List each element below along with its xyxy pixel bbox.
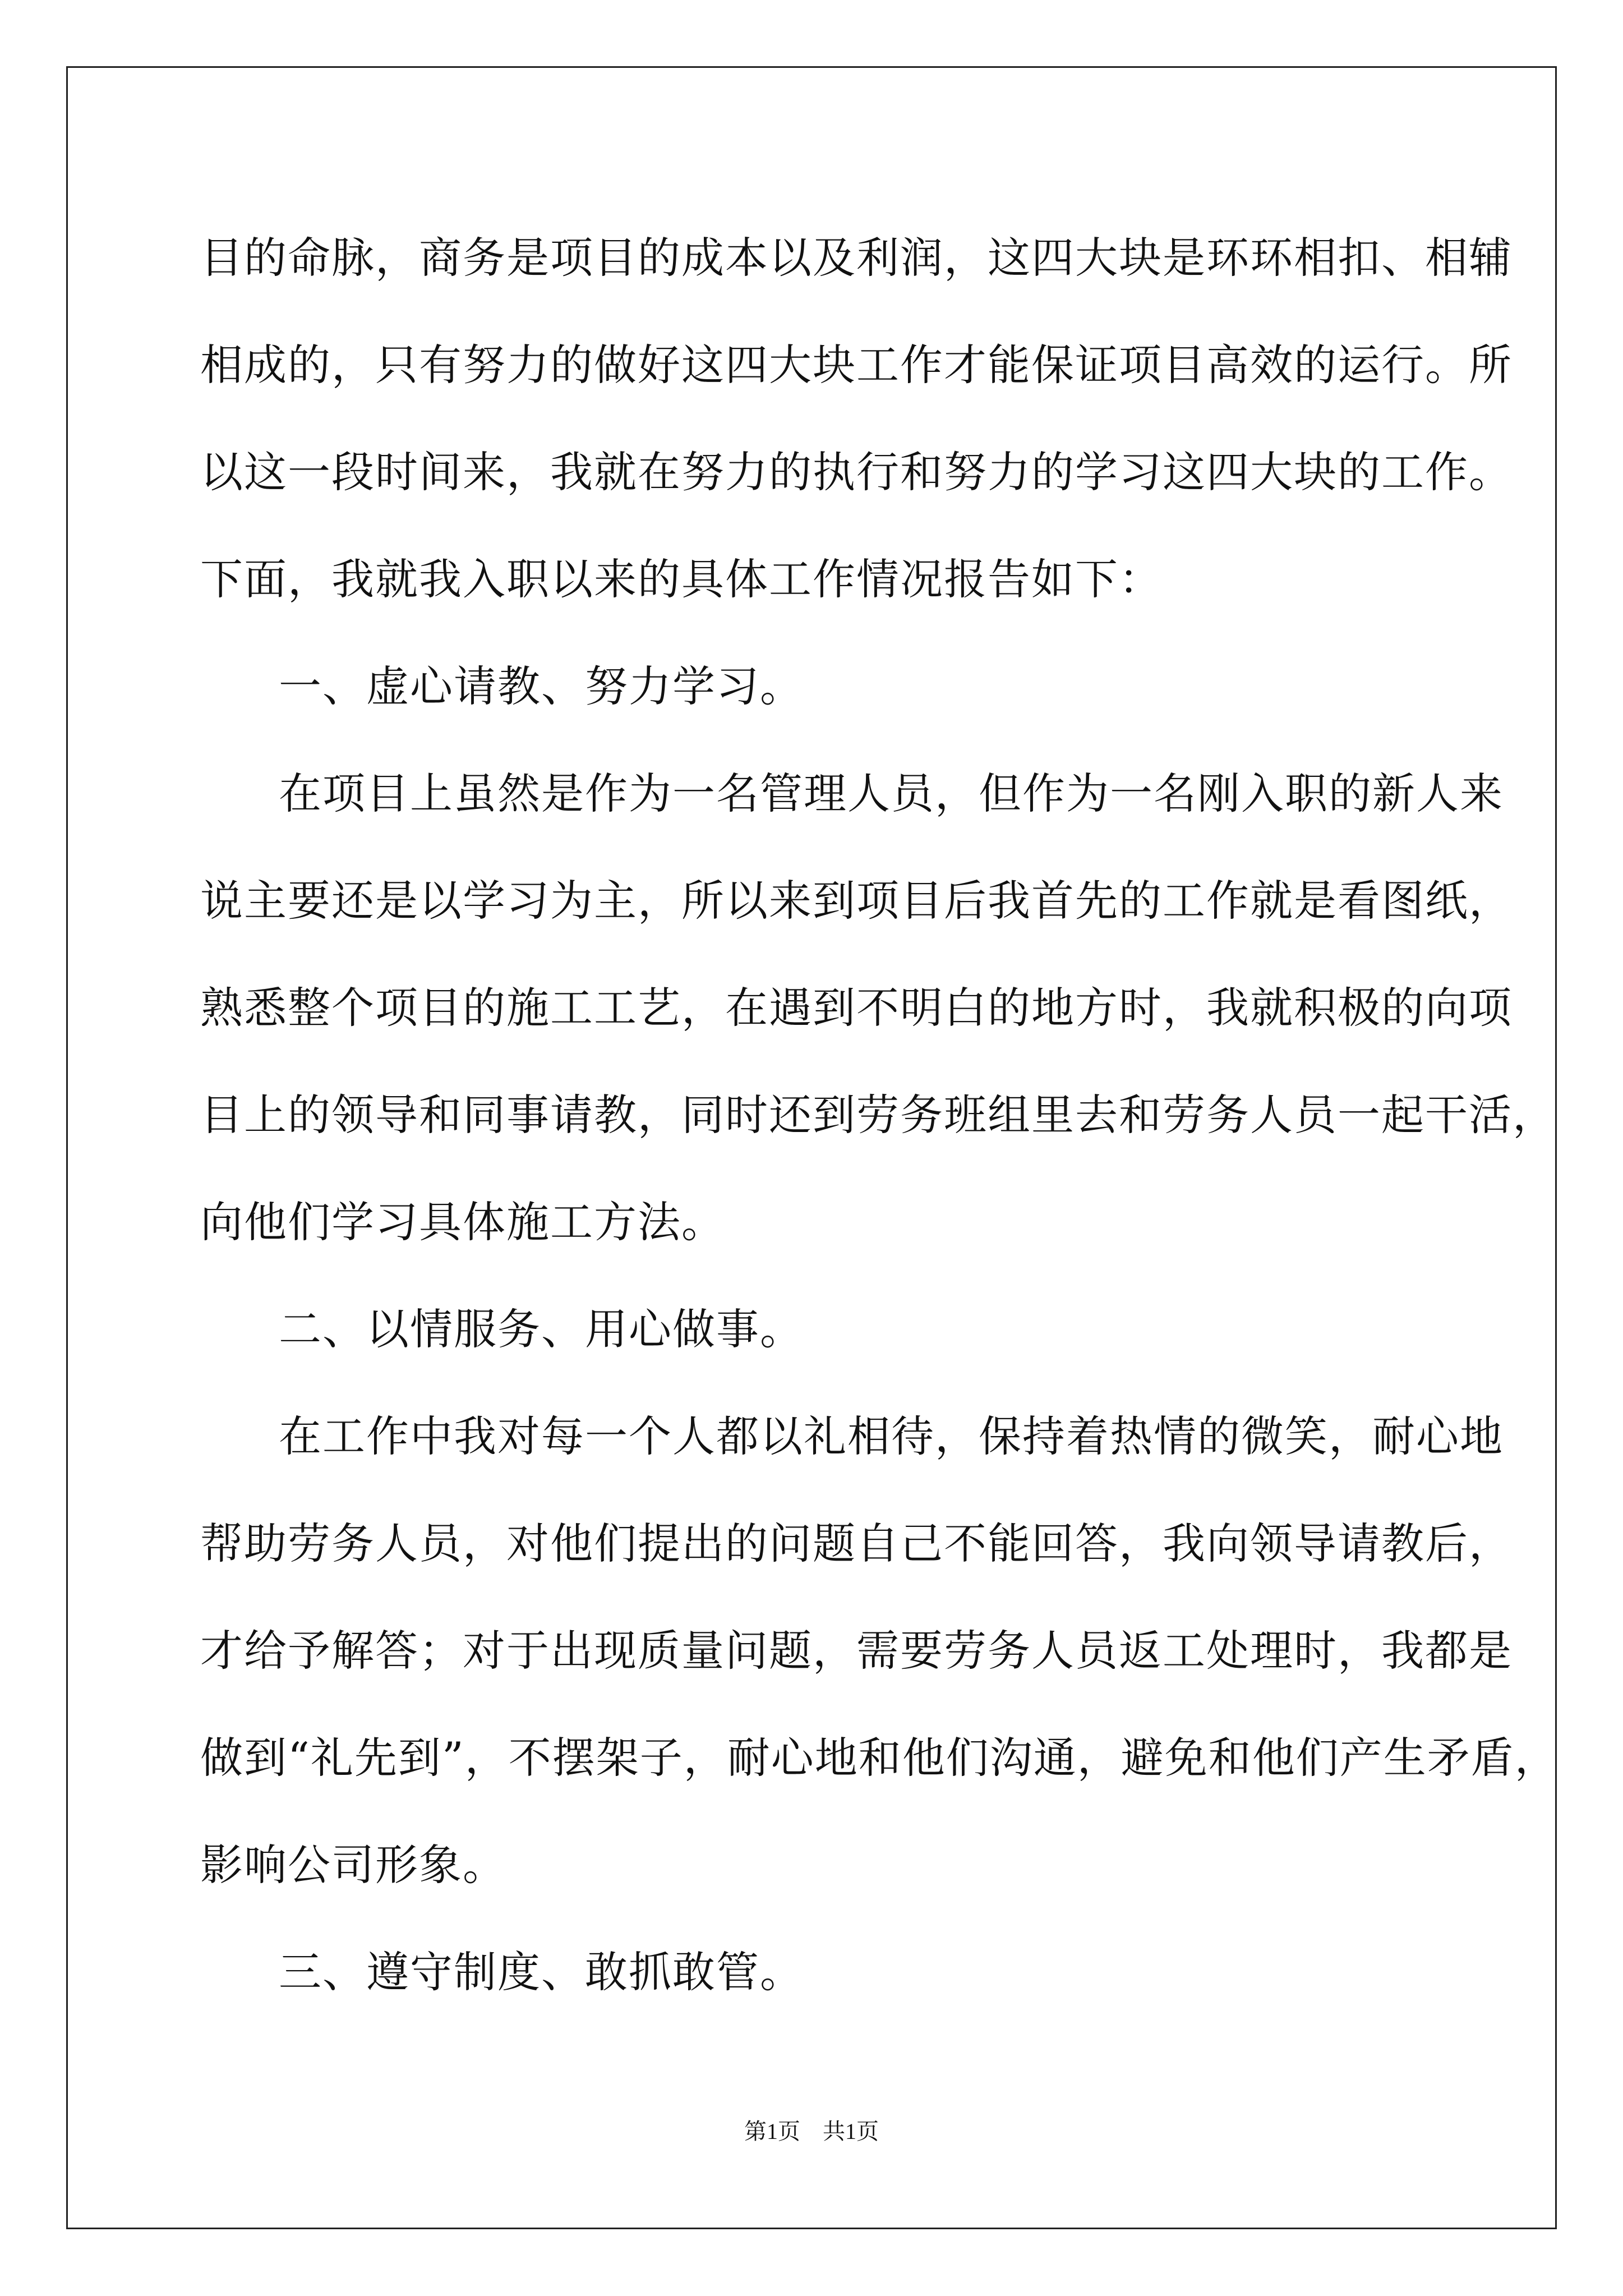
text-line: 在项目上虽然是作为一名管理人员，但作为一名刚入职的新人来 [279,769,1504,818]
text-line: 帮助劳务人员，对他们提出的问题自己不能回答，我向领导请教后， [200,1519,1513,1568]
text-line: 相成的，只有努力的做好这四大块工作才能保证项目高效的运行。所 [200,340,1513,390]
text-line: 目上的领导和同事请教，同时还到劳务班组里去和劳务人员一起干活， [200,1090,1556,1140]
text-line: 影响公司形象。 [200,1840,506,1890]
text-line: 目的命脉，商务是项目的成本以及利润，这四大块是环环相扣、相辅 [200,233,1513,283]
text-line: 下面，我就我入职以来的具体工作情况报告如下： [200,554,1163,604]
section-heading: 二、以情服务、用心做事。 [279,1304,804,1354]
page-number-footer: 第1页 共1页 [744,2119,879,2144]
text-line: 以这一段时间来，我就在努力的执行和努力的学习这四大块的工作。 [200,447,1513,497]
text-line: 才给予解答；对于出现质量问题，需要劳务人员返工处理时，我都是 [200,1626,1513,1676]
section-heading: 一、虚心请教、努力学习。 [279,661,804,711]
text-line: 说主要还是以学习为主，所以来到项目后我首先的工作就是看图纸， [200,876,1513,926]
text-line: 在工作中我对每一个人都以礼相待，保持着热情的微笑，耐心地 [279,1411,1504,1461]
text-line: 做到“礼先到”，不摆架子，耐心地和他们沟通，避免和他们产生矛盾， [200,1733,1559,1783]
section-heading: 三、遵守制度、敢抓敢管。 [279,1947,804,1997]
text-line: 向他们学习具体施工方法。 [200,1197,725,1247]
text-line: 熟悉整个项目的施工工艺，在遇到不明白的地方时，我就积极的向项 [200,983,1513,1033]
